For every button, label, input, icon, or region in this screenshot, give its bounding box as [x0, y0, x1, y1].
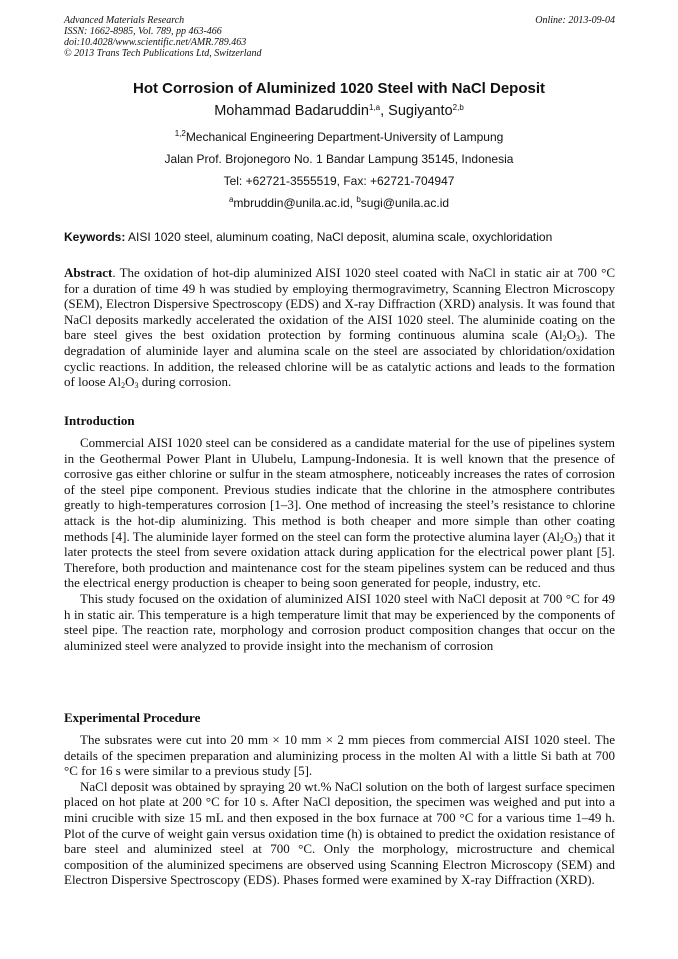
section-heading-experimental: Experimental Procedure: [64, 710, 201, 725]
subscript: 3: [134, 381, 139, 391]
header-doi: doi:10.4028/www.scientific.net/AMR.789.463: [64, 37, 247, 48]
affiliation-phone: Tel: +62721-3555519, Fax: +62721-704947: [223, 174, 455, 188]
subscript: 3: [576, 334, 580, 344]
introduction-paragraph: [64, 435, 615, 591]
keywords-text: AISI 1020 steel, aluminum coating, NaCl deposit, alumina scale, oxychloridation: [125, 230, 553, 244]
paper-title: Hot Corrosion of Aluminized 1020 Steel with NaCl Deposit: [133, 80, 545, 97]
email-link[interactable]: mbruddin@unila.ac.id,: [233, 196, 357, 210]
author-name: Mohammad Badaruddin: [214, 103, 369, 119]
header-publication-info: [64, 15, 615, 59]
affiliation-address: Jalan Prof. Brojonegoro No. 1 Bandar Lampung 35145, Indonesia: [164, 152, 514, 166]
introduction-text: ) that it later protects the steel from severe oxidation attack during application for the electrical power plant [5]. Therefore, both production and maintenance cost for the steam pipelines system can be reduced and thus the electrical energy production is cheaper to being soon generated for people, industry, etc.: [64, 528, 615, 591]
header-issn: ISSN: 1662-8985, Vol. 789, pp 463-466: [64, 26, 222, 37]
abstract-text: . The oxidation of hot-dip aluminized AISI 1020 steel coated with NaCl in static air at 700 °C for a duration of time 49 h was studied by employing thermogravimetry, Scanning Electron Microscopy (SEM), Electron Dispersive Spectroscopy (EDS) and X-ray Diffraction (XRD) analysis. It was found that NaCl deposits markedly accelerated the oxidation of the AISI 1020 steel. The aluminide coating on the bare steel gives the best oxidation protection by forming continuous alumina scale (Al: [64, 265, 615, 343]
abstract-text: O: [566, 327, 576, 343]
running-header: [64, 15, 615, 59]
subscript: 2: [121, 381, 126, 391]
header-copyright: © 2013 Trans Tech Publications Ltd, Switzerland: [64, 48, 262, 59]
abstract-paragraph: [64, 265, 615, 390]
introduction-text: Commercial AISI 1020 steel can be considered as a candidate material for the use of pipelines system in the Geothermal Power Plant in Ulubelu, Lampung-Indonesia. It is well known that the presence of corrosive gas either chlorine or sulfur in the steam atmosphere, noticeably increases the rates of corrosion of the steel pipe component. Previous studies indicate that the chlorine in the atmosphere contributes greatly to high-temperatures corrosion [1–3]. One method of increasing the steel’s resistance to chlorine attack is the hot-dip aluminizing. This method is both cheaper and more simple than other coating methods [4]. The aluminide layer formed on the steel can form the protective alumina layer (Al: [64, 435, 615, 544]
keywords-label: Keywords:: [64, 230, 126, 244]
abstract-section: [64, 265, 615, 390]
experimental-section: [64, 732, 615, 888]
author-line: [0, 101, 678, 121]
introduction-text: O: [564, 528, 574, 544]
abstract-text: ). The degradation of aluminide layer and alumina scale on the steel are associated by chloridation/oxidation cyclic reactions. In addition, the released chlorine will be as catalytic actions and leads to the formation of loose Al: [64, 327, 615, 390]
author-name: Sugiyanto: [388, 103, 453, 119]
subscript: 3: [573, 535, 578, 545]
email-superscript: b: [356, 195, 361, 204]
abstract-label: Abstract: [64, 265, 113, 280]
email-link[interactable]: sugi@unila.ac.id: [360, 196, 450, 210]
affiliation-email: [0, 196, 678, 211]
author-superscript: 2,b: [452, 103, 464, 112]
keywords-line: [64, 230, 615, 245]
author-superscript: 1,a: [368, 103, 381, 112]
experimental-paragraph: The subsrates were cut into 20 mm × 10 mm × 2 mm pieces from commercial AISI 1020 steel. The details of the specimen preparation and aluminizing process in the molten Al with a little Si bath at 700 °C for 16 s were similar to a previous study [5].: [64, 732, 615, 779]
introduction-paragraph: This study focused on the oxidation of aluminized AISI 1020 steel with NaCl deposit at 700 °C for 49 h in static air. This temperature is a high temperature limit that may be experienced by the components of steel pipe. The reaction rate, morphology and corrosion product composition changes that occur on the aluminized steel were analyzed to provide insight into the mechanism of corrosion: [64, 590, 615, 653]
header-online-date: Online: 2013-09-04: [535, 15, 615, 26]
affiliation-dept-text: Mechanical Engineering Department-University of Lampung: [185, 130, 504, 144]
experimental-paragraph: NaCl deposit was obtained by spraying 20 wt.% NaCl solution on the both of largest surface specimen placed on hot plate at 200 °C for 10 s. After NaCl deposition, the specimen was weighed and put into a mini crucible with size 15 mL and then exposed in the box furnace at 700 °C for a various time 1–49 h. Plot of the curve of weight gain versus oxidation time (h) is obtained to predict the oxidation resistance of bare steel and aluminized steel at 700 °C. Only the morphology, microstructure and chemical composition of the aluminized specimens are observed using Scanning Electron Microscopy (SEM) and Electron Dispersive Spectroscopy (EDS). Phases formed were examined by X-ray Diffraction (XRD).: [64, 778, 615, 888]
affiliation-superscript: 1,2: [174, 129, 186, 138]
email-superscript: a: [228, 195, 234, 204]
introduction-section: [64, 435, 615, 653]
author-separator: ,: [380, 103, 389, 119]
subscript: 2: [562, 334, 567, 344]
section-heading-introduction: Introduction: [64, 413, 135, 428]
abstract-text: during corrosion.: [138, 374, 232, 390]
affiliation-department: [0, 130, 678, 145]
header-journal: Advanced Materials Research: [64, 15, 185, 26]
subscript: 2: [560, 535, 565, 545]
abstract-text: O: [125, 374, 135, 390]
